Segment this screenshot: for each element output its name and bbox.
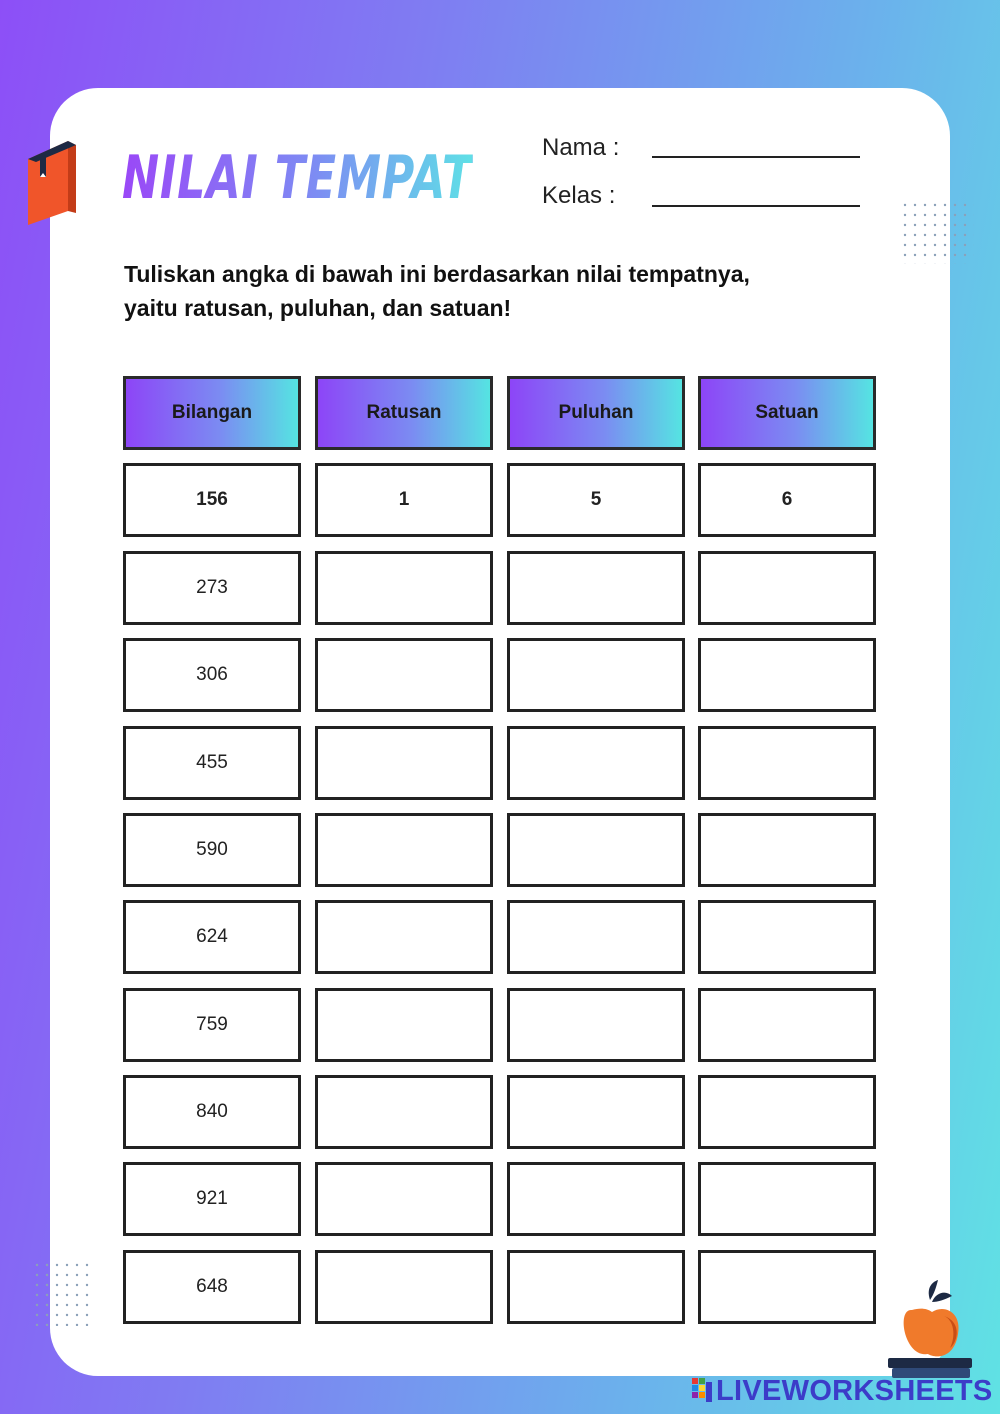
ratusan-input[interactable] — [315, 900, 493, 974]
satuan-input[interactable] — [698, 813, 876, 887]
instruction-line-2: yaitu ratusan, puluhan, dan satuan! — [124, 295, 512, 321]
header-bilangan: Bilangan — [123, 376, 301, 450]
liveworksheets-brand — [692, 1374, 993, 1408]
number-cell: 648 — [123, 1250, 301, 1324]
ratusan-input[interactable] — [315, 1250, 493, 1324]
satuan-input[interactable] — [698, 726, 876, 800]
class-field[interactable] — [652, 205, 860, 207]
satuan-input[interactable] — [698, 988, 876, 1062]
dot-grid-decoration — [34, 1262, 90, 1326]
number-cell: 590 — [123, 813, 301, 887]
dot-grid-decoration — [902, 202, 974, 264]
ratusan-input[interactable] — [315, 813, 493, 887]
satuan-input[interactable] — [698, 1162, 876, 1236]
satuan-input[interactable] — [698, 900, 876, 974]
instruction-text — [124, 257, 884, 325]
puluhan-input[interactable] — [507, 813, 685, 887]
book-icon — [24, 135, 80, 225]
puluhan-input[interactable] — [507, 638, 685, 712]
example-puluhan: 5 — [507, 463, 685, 537]
puluhan-input[interactable] — [507, 1250, 685, 1324]
ratusan-input[interactable] — [315, 1075, 493, 1149]
class-label: Kelas : — [542, 182, 616, 209]
number-cell: 921 — [123, 1162, 301, 1236]
brand-text: LIVEWORKSHEETS — [716, 1374, 993, 1407]
instruction-line-1: Tuliskan angka di bawah ini berdasarkan nilai tempatnya, — [124, 261, 750, 287]
example-ratusan: 1 — [315, 463, 493, 537]
number-cell: 306 — [123, 638, 301, 712]
number-cell: 273 — [123, 551, 301, 625]
puluhan-input[interactable] — [507, 726, 685, 800]
header-puluhan: Puluhan — [507, 376, 685, 450]
ratusan-input[interactable] — [315, 551, 493, 625]
puluhan-input[interactable] — [507, 1162, 685, 1236]
liveworksheets-logo — [692, 1378, 714, 1404]
ratusan-input[interactable] — [315, 638, 493, 712]
ratusan-input[interactable] — [315, 726, 493, 800]
number-cell: 840 — [123, 1075, 301, 1149]
name-label: Nama : — [542, 134, 620, 161]
puluhan-input[interactable] — [507, 900, 685, 974]
satuan-input[interactable] — [698, 1250, 876, 1324]
satuan-input[interactable] — [698, 551, 876, 625]
puluhan-input[interactable] — [507, 551, 685, 625]
number-cell: 624 — [123, 900, 301, 974]
number-cell: 759 — [123, 988, 301, 1062]
puluhan-input[interactable] — [507, 1075, 685, 1149]
example-number: 156 — [123, 463, 301, 537]
ratusan-input[interactable] — [315, 988, 493, 1062]
header-ratusan: Ratusan — [315, 376, 493, 450]
name-field[interactable] — [652, 156, 860, 158]
header-satuan: Satuan — [698, 376, 876, 450]
satuan-input[interactable] — [698, 1075, 876, 1149]
ratusan-input[interactable] — [315, 1162, 493, 1236]
satuan-input[interactable] — [698, 638, 876, 712]
number-cell: 455 — [123, 726, 301, 800]
puluhan-input[interactable] — [507, 988, 685, 1062]
apple-books-icon — [882, 1278, 976, 1382]
page-title: NILAI TEMPAT — [122, 138, 473, 218]
example-satuan: 6 — [698, 463, 876, 537]
